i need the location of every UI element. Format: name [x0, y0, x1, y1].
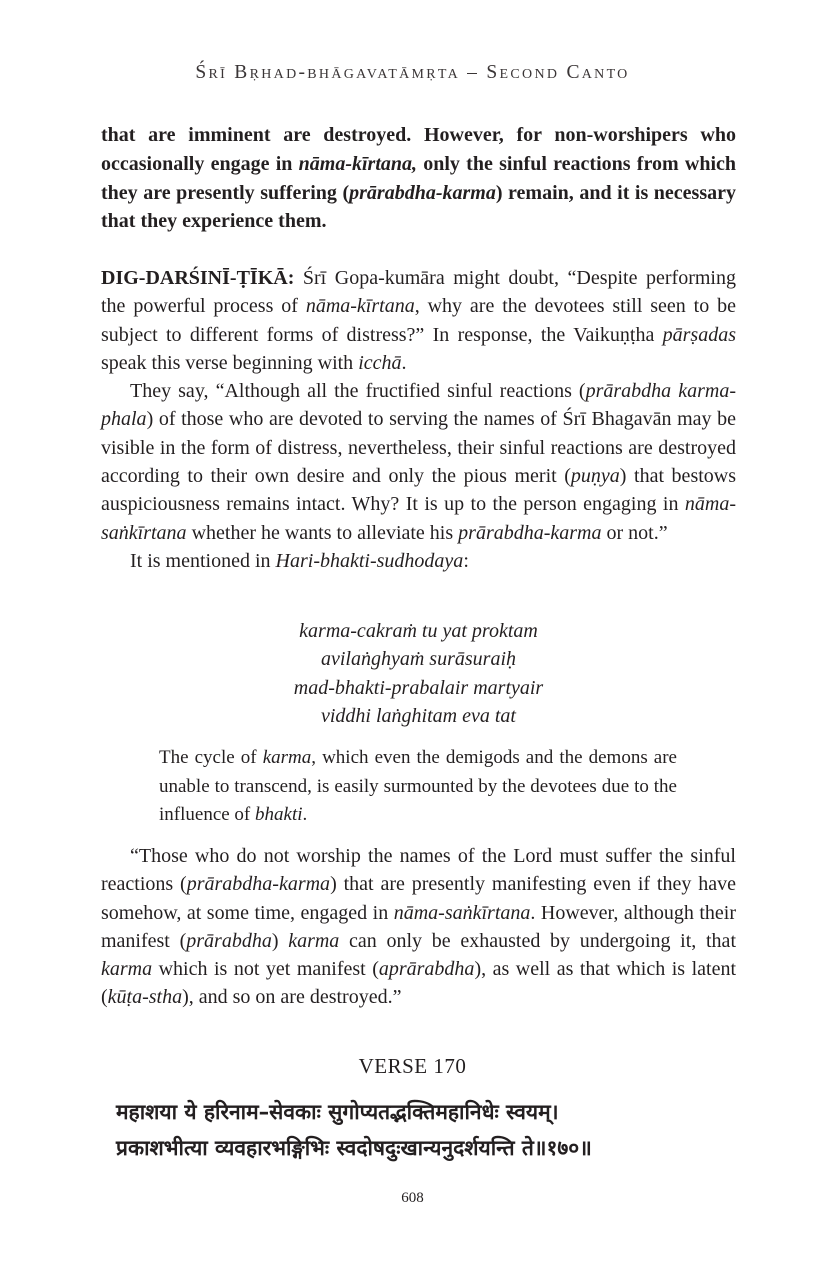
italic-run: pārṣadas [662, 323, 736, 346]
text-run: It is mentioned in [130, 549, 276, 572]
text-run: or not.” [601, 521, 668, 544]
italic-run: nāma-saṅkīrtana [101, 493, 736, 544]
italic-run: icchā [358, 351, 402, 374]
italic-run: bhakti [255, 804, 303, 825]
running-header: Śrī Bṛhad-bhāgavatāmṛta – Second Canto [195, 62, 630, 83]
text-run: whether he wants to alleviate his [186, 521, 459, 544]
text-run: only the sinful reactions from which they are presently suffering ( [101, 152, 736, 204]
quoted-verse [101, 617, 736, 730]
page-number: 608 [401, 1190, 424, 1206]
italic-run: prārabdha-karma [349, 181, 496, 204]
italic-run: karma [101, 958, 153, 981]
text-run: . [302, 804, 308, 825]
text-run: ), as well as that which is latent ( [101, 958, 736, 1009]
commentary-paragraph [101, 264, 736, 377]
text-run: ) [271, 929, 289, 952]
italic-run: nāma-saṅkīrtana [393, 901, 531, 924]
quoted-verse-line: karma-cakraṁ tu yat proktam [299, 620, 538, 642]
italic-run: Hari-bhakti-sudhodaya [275, 549, 464, 572]
text-run: : [463, 549, 469, 572]
quoted-verse-line: mad-bhakti-prabalair martyair [293, 676, 544, 699]
italic-run: aprārabdha [378, 958, 475, 981]
commentary-paragraph [101, 547, 736, 575]
text-run: They say, “Although all the fructified sinful reactions ( [130, 380, 586, 403]
italic-run: puṇya [570, 465, 620, 488]
commentary-paragraph [101, 377, 736, 547]
italic-run: prārabdha-karma [186, 873, 331, 896]
bold-run: DIG-DARŚINĪ-ṬĪKĀ: [101, 267, 295, 289]
text-run: ) that are presently manifesting even if they have somehow, at some time, engaged in [101, 873, 736, 924]
text-run: The cycle of [159, 747, 263, 768]
text-run: . However, although their manifest ( [101, 901, 737, 952]
italic-run: karma [288, 929, 340, 952]
italic-run: prārabdha karma-phala [101, 380, 736, 431]
purport-conclusion [101, 121, 736, 236]
quoted-verse-line: viddhi laṅghitam eva tat [321, 704, 516, 727]
sanskrit-line: महाशया ये हरिनाम–सेवकाः सुगोप्यतद्भक्तिमहानिधेः स्वयम्। [116, 1100, 559, 1124]
italic-run: karma [262, 747, 312, 768]
sanskrit-verse [116, 1094, 716, 1166]
italic-run: prārabdha-karma [458, 521, 602, 544]
commentary-continuation [101, 842, 736, 1012]
quoted-verse-line: avilaṅghyaṁ surāsuraiḥ [321, 648, 516, 671]
text-run: that are imminent are destroyed. However, for non-worshipers who occasionally engage in [101, 124, 736, 175]
italic-run: nāma-kīrtana [305, 295, 415, 318]
italic-run: kūṭa-stha [107, 986, 183, 1009]
text-run: ), and so on are destroyed.” [182, 986, 402, 1009]
text-run: ) that bestows auspiciousness remains intact. Why? It is up to the person engaging in [101, 465, 737, 516]
text-run: speak this verse beginning with [101, 351, 359, 374]
text-run: , why are the devotees still seen to be subject to different forms of distress?” In response, the Vaikuṇṭha [101, 295, 736, 346]
text-run: ) of those who are devoted to serving the names of Śrī Bhagavān may be visible in the form of distress, nevertheless, their sinful reactions are destroyed according to their own desire and only the pious merit ( [101, 408, 736, 488]
text-run: . [401, 351, 407, 374]
quoted-translation [159, 744, 677, 830]
text-run: “Those who do not worship the names of the Lord must suffer the sinful reactions ( [101, 845, 736, 896]
text-run: Śrī Gopa-kumāra might doubt, “Despite performing the powerful process of [101, 267, 736, 318]
text-run: ) remain, and it is necessary that they experience them. [101, 181, 736, 233]
commentary [101, 264, 736, 575]
text-run: can only be exhausted by undergoing it, that [339, 929, 736, 952]
italic-run: prārabdha [186, 929, 272, 952]
text-run: which is not yet manifest ( [152, 958, 379, 981]
text-run: , which even the demigods and the demons are unable to transcend, is easily surmounted by the devotees due to the influence of [159, 747, 677, 825]
italic-run: nāma-kīrtana, [298, 152, 417, 175]
sanskrit-line: प्रकाशभीत्या व्यवहारभङ्गिभिः स्वदोषदुःखान्यनुदर्शयन्ति ते॥१७०॥ [116, 1136, 592, 1160]
verse-heading: VERSE 170 [358, 1054, 467, 1078]
